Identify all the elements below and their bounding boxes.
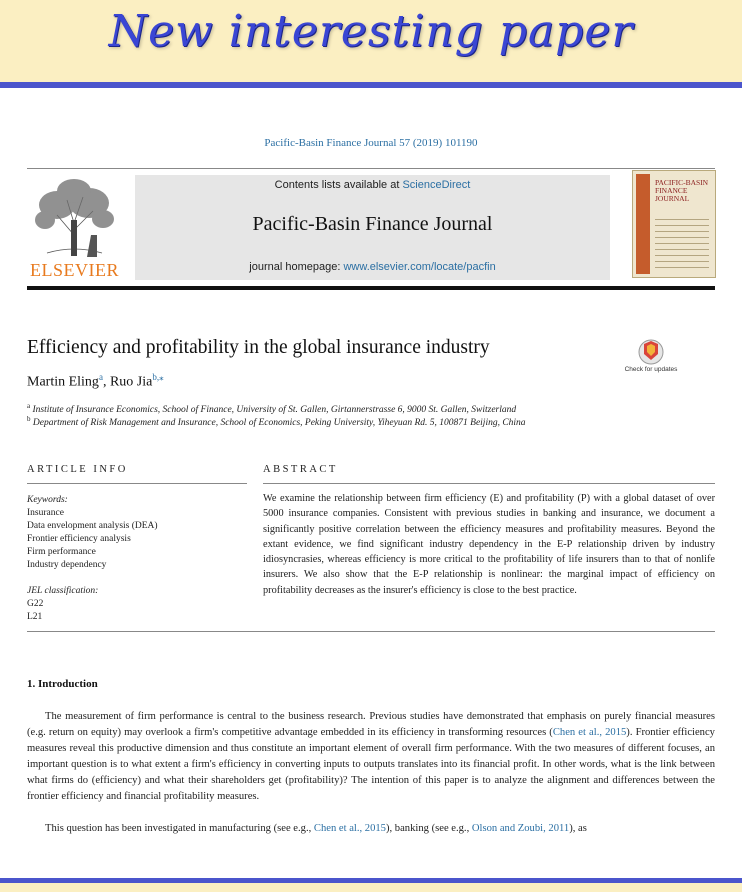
cover-title: PACIFIC-BASIN FINANCE JOURNAL xyxy=(655,178,709,203)
check-for-updates-label[interactable]: Check for updates xyxy=(624,366,678,373)
paper-title: Efficiency and profitability in the global insurance industry xyxy=(27,337,490,358)
affiliation-text: Institute of Insurance Economics, School of Finance, University of St. Gallen, Girtannerstrasse 6, 9000 St. Gallen, Switzerland xyxy=(32,405,517,416)
contents-prefix: Contents lists available at xyxy=(274,179,403,191)
contents-line xyxy=(135,179,610,191)
paragraph-text: ), banking (see e.g., xyxy=(385,823,472,834)
keywords-label: Keywords: xyxy=(27,495,68,505)
jel-code: G22 xyxy=(27,599,44,609)
journal-header-box xyxy=(135,175,610,280)
jel-code: L21 xyxy=(27,612,43,622)
cover-spine xyxy=(636,174,650,274)
cover-text-lines xyxy=(655,219,709,273)
sciencedirect-link[interactable]: ScienceDirect xyxy=(402,179,471,191)
affiliation-text: Department of Risk Management and Insurance, School of Economics, Peking University, Yiheyuan Rd. 5, 100871 Beijing, China xyxy=(32,418,526,429)
affiliation-b xyxy=(27,415,526,428)
citation-link[interactable]: Olson and Zoubi, 2011 xyxy=(471,823,570,834)
keyword-item: Industry dependency xyxy=(27,560,107,570)
intro-paragraph-1 xyxy=(27,709,715,805)
affiliation-mark: b xyxy=(27,415,31,423)
keyword-item: Frontier efficiency analysis xyxy=(27,534,131,544)
intro-paragraph-2 xyxy=(27,821,715,837)
author-list: Martin Eling$^a$, Ruo Jia$^{b,⁎}$ xyxy=(27,372,164,390)
section-heading: 1. Introduction xyxy=(27,678,98,690)
paragraph-text: The measurement of firm performance is central to the business research. Previous studies have demonstrated that emphasis on purely financial measures (e.g. return on equity) may overlook a firm's competitive advantage embedded in its efficiency in transforming resources ( xyxy=(27,711,715,738)
citation-link[interactable]: Chen et al., 2015 xyxy=(313,823,386,834)
abstract-heading: ABSTRACT xyxy=(263,464,338,475)
homepage-prefix: journal homepage: xyxy=(249,261,344,273)
author-affiliation-mark[interactable]: b,⁎ xyxy=(152,372,164,382)
journal-cover xyxy=(632,170,716,278)
bottom-bar xyxy=(0,878,742,892)
abstract-bottom-rule xyxy=(27,631,715,632)
check-for-updates-icon[interactable] xyxy=(629,338,673,380)
paragraph-text: This question has been investigated in manufacturing (see e.g., xyxy=(45,823,314,834)
affiliation-mark: a xyxy=(27,402,31,410)
header-bottom-rule xyxy=(27,286,715,290)
author-name[interactable]: Ruo Jia xyxy=(109,374,153,390)
keywords-block xyxy=(27,494,247,624)
journal-homepage-link[interactable]: www.elsevier.com/locate/pacfin xyxy=(343,261,496,273)
journal-citation[interactable]: Pacific-Basin Finance Journal 57 (2019) 101190 xyxy=(264,137,478,149)
paragraph-text: ). Frontier efficiency measures reveal this productive dimension and thus constitute an important element of overall firm performance. With the two measures of different focuses, an important question is to what extent a firm's efficiency in converting inputs to outputs translates into its financial profit. In other words, what is the link between what firms do (efficiency) and what their shareholders get (profitability)? The intention of this paper is to analyze the alignment and differences between the frontier efficiency and financial profitability measures. xyxy=(27,727,715,802)
keyword-item: Firm performance xyxy=(27,547,96,557)
abstract-text: We examine the relationship between firm efficiency (E) and profitability (P) with a global dataset of over 5000 insurance companies. Consistent with previous studies in banking and insurance, we document a significantly positive correlation between the efficiency measures and profitability measures. Beyond the extant evidence, we find significant industry dependency in the E-P relationship driven by industry idiosyncrasies, whereas efficiency is more critical to the profitability of life insurers than to that of nonlife insurers. We also show that the E-P relationship is nonlinear: the marginal impact of efficiency on profitability decreases as the insurer's efficiency is close to the best practice. xyxy=(263,493,715,596)
paragraph-text: ), as xyxy=(569,823,587,834)
keyword-item: Insurance xyxy=(27,508,64,518)
author-affiliation-mark[interactable]: a xyxy=(98,372,103,382)
publisher-name: ELSEVIER xyxy=(30,260,119,280)
jel-label: JEL classification: xyxy=(27,586,99,596)
article-info-rule xyxy=(27,483,247,484)
banner xyxy=(0,0,742,88)
banner-title: New interesting paper xyxy=(108,6,634,57)
author-name[interactable]: Martin Eling xyxy=(27,374,99,390)
keyword-item: Data envelopment analysis (DEA) xyxy=(27,521,158,531)
header-top-rule xyxy=(27,168,715,169)
citation-link[interactable]: Chen et al., 2015 xyxy=(552,727,627,738)
affiliation-a xyxy=(27,402,516,415)
article-info-heading: ARTICLE INFO xyxy=(27,464,128,475)
abstract-rule xyxy=(263,483,715,484)
homepage-line xyxy=(135,261,610,273)
journal-name: Pacific-Basin Finance Journal xyxy=(252,213,493,235)
